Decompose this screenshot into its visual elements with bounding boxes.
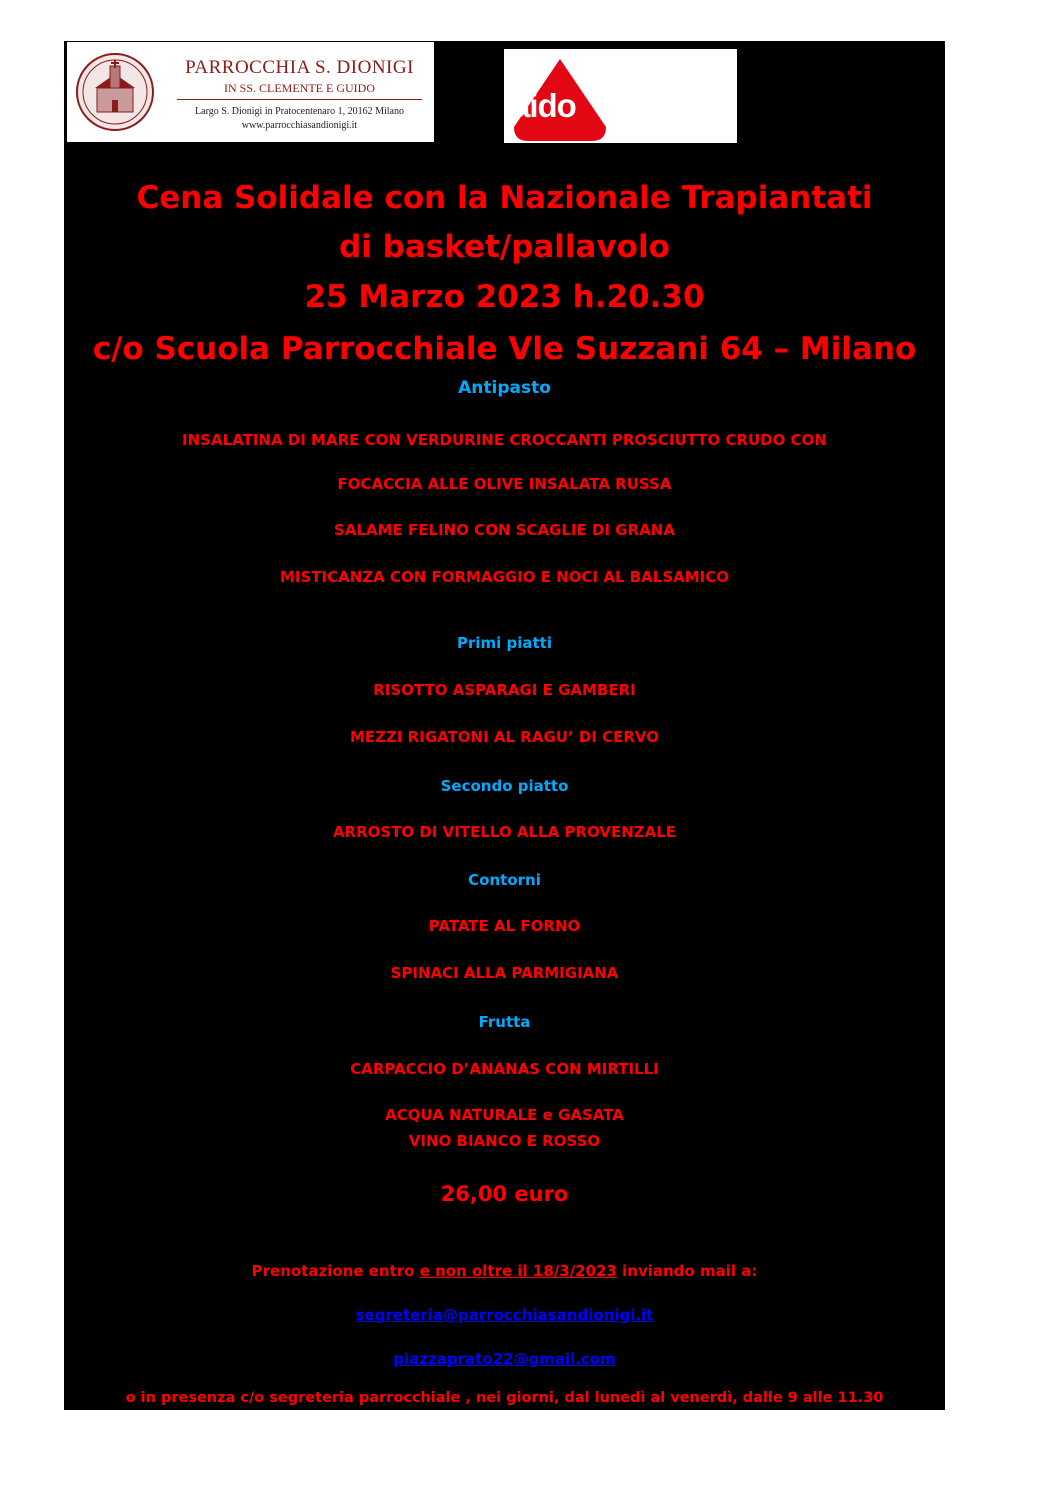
aido-logo	[504, 49, 737, 143]
section-antipasto: Antipasto	[458, 378, 551, 398]
section-frutta: Frutta	[478, 1013, 531, 1031]
menu-item: SPINACI ALLA PARMIGIANA	[390, 964, 619, 982]
section-primi: Primi piatti	[456, 634, 552, 652]
email-link-piazzaprato[interactable]: piazzaprato22@gmail.com	[393, 1350, 616, 1368]
drinks-wine: VINO BIANCO E ROSSO	[408, 1132, 601, 1150]
parish-name: PARROCCHIA S. DIONIGI	[185, 57, 414, 78]
email-row-1	[64, 1305, 945, 1324]
menu-item: SALAME FELINO CON SCAGLIE DI GRANA	[334, 521, 675, 539]
menu-item: MEZZI RIGATONI AL RAGU’ DI CERVO	[349, 728, 660, 746]
booking-prefix: Prenotazione entro	[251, 1262, 420, 1280]
event-location: c/o Scuola Parrocchiale Vle Suzzani 64 – Milano	[92, 331, 917, 367]
aido-wordmark: aido	[512, 87, 576, 124]
email-link-segreteria[interactable]: segreteria@parrocchiasandionigi.it	[355, 1306, 654, 1324]
parish-address: Largo S. Dionigi in Pratocentenaro 1, 20162 Milano	[195, 106, 404, 117]
menu-item: FOCACCIA ALLE OLIVE INSALATA RUSSA	[337, 475, 672, 493]
section-secondo: Secondo piatto	[440, 777, 569, 795]
menu-item: ARROSTO DI VITELLO ALLA PROVENZALE	[332, 823, 677, 841]
parish-website: www.parrocchiasandionigi.it	[241, 120, 358, 131]
menu-item: MISTICANZA CON FORMAGGIO E NOCI AL BALSAMICO	[279, 568, 730, 586]
menu-item: INSALATINA DI MARE CON VERDURINE CROCCANTI PROSCIUTTO CRUDO CON	[182, 431, 827, 449]
event-date-time: 25 Marzo 2023 h.20.30	[304, 279, 705, 315]
booking-deadline: e non oltre il 18/3/2023	[419, 1262, 617, 1280]
section-contorni: Contorni	[468, 871, 541, 889]
parish-subtitle: IN SS. CLEMENTE E GUIDO	[224, 81, 375, 95]
drinks-water: ACQUA NATURALE e GASATA	[385, 1106, 624, 1124]
parish-divider	[177, 99, 422, 100]
title-line-1: Cena Solidale con la Nazionale Trapiantati	[136, 180, 873, 216]
booking-info	[64, 1262, 945, 1280]
email-row-2	[64, 1349, 945, 1368]
church-emblem-icon	[75, 52, 155, 132]
menu-item: PATATE AL FORNO	[428, 917, 581, 935]
parish-logo	[67, 42, 434, 142]
menu-item: CARPACCIO D’ANANAS CON MIRTILLI	[350, 1060, 659, 1078]
in-person-info: o in presenza c/o segreteria parrocchiale , nei giorni, dal lunedì al venerdì, dalle 9 alle 11.30	[125, 1390, 884, 1406]
booking-suffix: inviando mail a:	[616, 1262, 758, 1280]
price: 26,00 euro	[440, 1182, 569, 1206]
title-line-2: di basket/pallavolo	[339, 229, 670, 265]
menu-item: RISOTTO ASPARAGI E GAMBERI	[373, 681, 636, 699]
